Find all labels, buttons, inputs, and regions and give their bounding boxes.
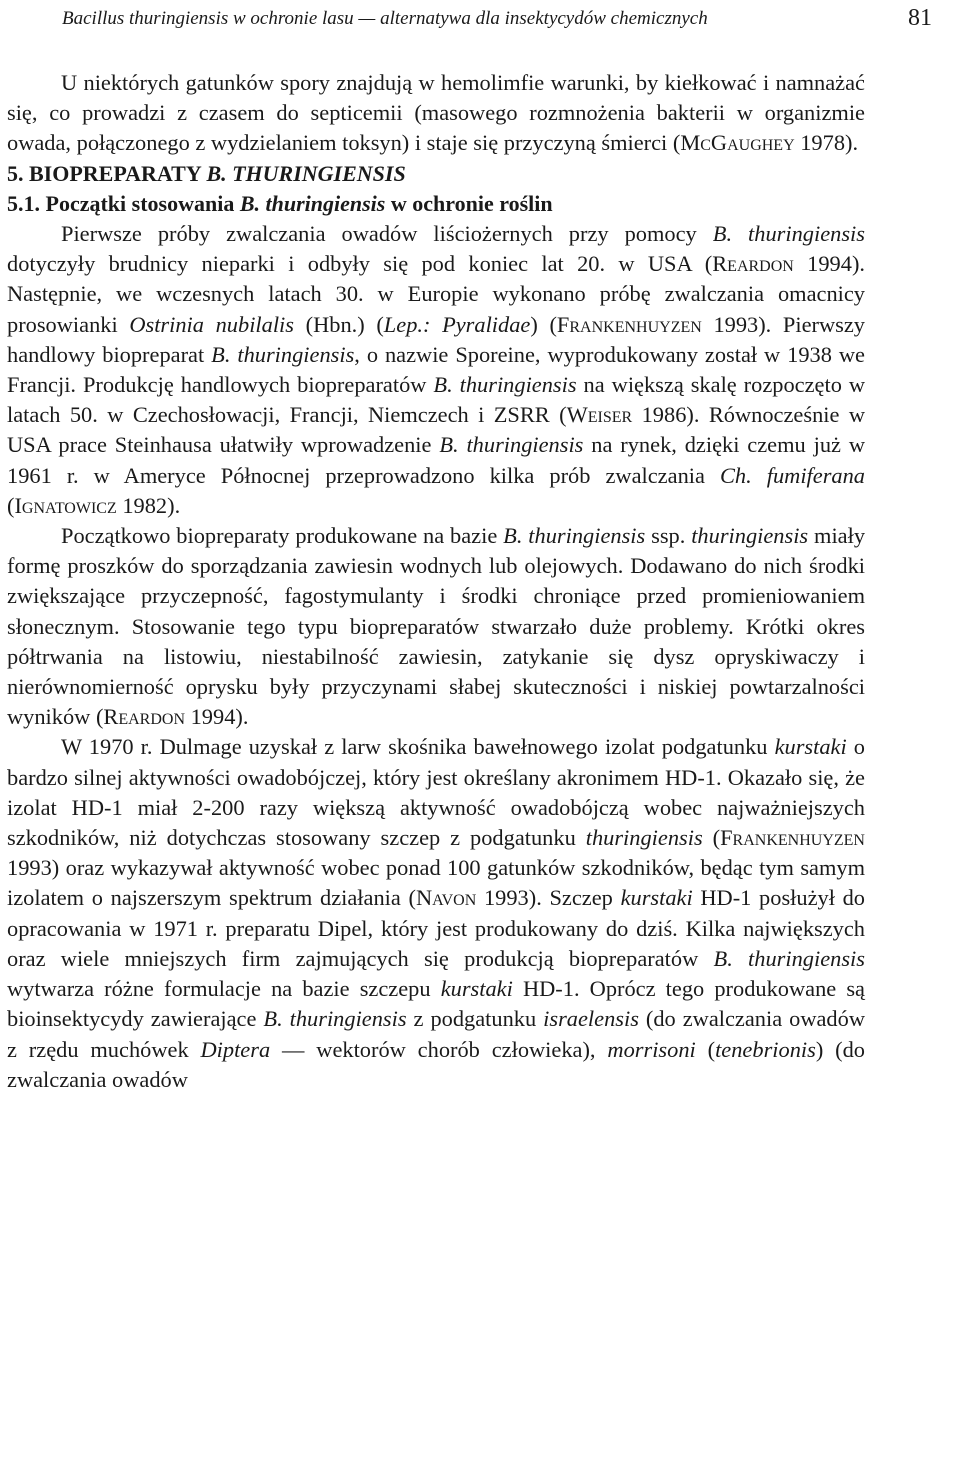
paragraph-history: Pierwsze próby zwalczania owadów liściożernych przy pomocy B. thuringiensis dotyczyły brudnicy nieparki i odbyły się pod koniec lat 20. w USA (Reardon 1994). Następnie, we wczesnych latach 30. w Europie wykonano próbę zwalczania omacnicy prosowianki Ostrinia nubilalis (Hbn.) (Lep.: Pyralidae) (Frankenhuyzen 1993). Pierwszy handlowy biopreparat B. thuringiensis, o nazwie Sporeine, wyprodukowany został w 1938 we Francji. Produkcję handlowych biopreparatów B. thuringiensis na większą skalę rozpoczęto w latach 50. w Czechosłowacji, Francji, Niemczech i ZSRR (Weiser 1986). Równocześnie w USA prace Steinhausa ułatwiły wprowadzenie B. thuringiensis na rynek, dzięki czemu już w 1961 r. w Ameryce Północnej przeprowadzono kilka prób zwalczania Ch. fumiferana (Ignatowicz 1982). <box>7 221 866 518</box>
citation: Weiser <box>566 402 633 428</box>
citation: Ignatowicz <box>14 492 117 518</box>
article-body <box>7 68 865 1095</box>
running-header <box>62 6 932 36</box>
page-number: 81 <box>908 5 932 31</box>
citation: Frankenhuyzen <box>720 825 865 851</box>
citation: Reardon <box>103 704 186 730</box>
citation: Frankenhuyzen <box>556 311 702 337</box>
paragraph-spores: U niektórych gatunków spory znajdują w hemolimfie warunki, by kiełkować i namnażać się, co prowadzi z czasem do septicemii (masowego rozmnożenia bakterii w organizmie owada, połączonego z wydzielaniem toksyn) i staje się przyczyną śmierci (McGaughey 1978). <box>7 70 865 156</box>
subsection-heading-5-1: 5.1. Początki stosowania B. thuringiensis w ochronie roślin <box>7 190 553 216</box>
citation: Navon <box>415 885 477 911</box>
section-heading-5: 5. BIOPREPARATY B. THURINGIENSIS <box>7 160 406 186</box>
citation: Reardon <box>712 251 794 277</box>
paragraph-formulations: Początkowo biopreparaty produkowane na bazie B. thuringiensis ssp. thuringiensis miały formę proszków do sporządzania zawiesin wodnych lub olejowych. Dodawano do nich środki zwiększające przyczepność, fagostymulanty i środki chroniące przed promieniowaniem słonecznym. Stosowanie tego typu biopreparatów stwarzało duże problemy. Krótki okres półtrwania na listowiu, niestabilność zawiesin, zatykanie się dysz opryskiwaczy i nierównomierność oprysku były przyczynami słabej skuteczności i niskiej powtarzalności wyników (Reardon 1994). <box>7 523 866 730</box>
running-title: Bacillus thuringiensis w ochronie lasu — alternatywa dla insektycydów chemicznych <box>62 8 708 29</box>
paragraph-hd1: W 1970 r. Dulmage uzyskał z larw skośnika bawełnowego izolat podgatunku kurstaki o bardzo silnej aktywności owadobójczej, który jest określany akronimem HD-1. Okazało się, że izolat HD-1 miał 2-200 razy większą aktywność owadobójczą wobec najważniejszych szkodników, niż dotychczas stosowany szczep z podgatunku thuringiensis (Frankenhuyzen 1993) oraz wykazywał aktywność wobec ponad 100 gatunków szkodników, będąc tym samym izolatem o najszerszym spektrum działania (Navon 1993). Szczep kurstaki HD-1 posłużył do opracowania w 1971 r. preparatu Dipel, który jest produkowany do dziś. Kilka największych oraz wiele mniejszych firm zajmujących się produkcją biopreparatów B. thuringiensis wytwarza różne formulacje na bazie szczepu kurstaki HD-1. Oprócz tego produkowane są bioinsektycydy zawierające B. thuringiensis z podgatunku israelensis (do zwalczania owadów z rzędu muchówek Diptera — wektorów chorób człowieka), morrisoni (tenebrionis) (do zwalczania owadów <box>7 734 865 1092</box>
citation: McGaughey <box>680 130 795 156</box>
